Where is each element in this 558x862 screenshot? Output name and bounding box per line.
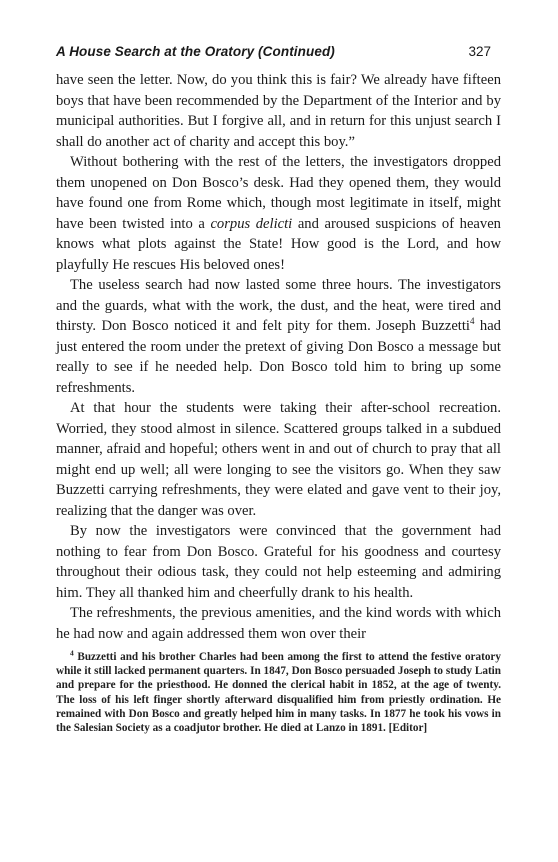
- paragraph-3-text-a: The useless search had now lasted some three hours. The investigators and the guards, what with the work, the dust, and the heat, were tired and thirsty. Don Bosco noticed it and felt pity for them. Joseph Buzzetti: [56, 277, 501, 334]
- paragraph-2-text-a: Without bothering with the rest of the letters, the investigators dropped them unopened on Don Bosco’s desk. Had they opened them, they would have found one from Rome which, though most legitimate in itself, might have been twisted into a: [56, 154, 501, 232]
- latin-term: corpus delicti: [210, 215, 293, 232]
- running-head: A House Search at the Oratory (Continued): [56, 44, 335, 59]
- paragraph-5: By now the investigators were convinced that the government had nothing to fear from Don Bosco. Grateful for his goodness and courtesy throughout their odious task, they could not help esteeming and admiring him. They all thanked him and cheerfully drank to his health.: [56, 523, 501, 601]
- paragraph-3-text-b: had just entered the room under the pretext of giving Don Bosco a message but really to see if he needed help. Don Bosco told him to bring up some refreshments.: [56, 318, 501, 396]
- footnote-4: [56, 650, 501, 735]
- paragraph-2-text-b: and aroused suspicions of heaven knows what plots against the State! How good is the Lord, and how playfully He rescues His beloved ones!: [56, 215, 501, 273]
- paragraph-4: At that hour the students were taking their after-school recreation. Worried, they stood almost in silence. Scattered groups talked in a subdued manner, afraid and hopeful; others went in and out of church to pray that all might end up well; all were longing to see the visitors go. When they saw Buzzetti carrying refreshments, they were elated and gave vent to their joy, realizing that the danger was over.: [56, 400, 501, 519]
- footnote-mark: 4: [70, 648, 74, 658]
- footnotes: [56, 650, 501, 735]
- footnote-text: Buzzetti and his brother Charles had been among the first to attend the festive oratory while it still lacked permanent quarters. In 1847, Don Bosco persuaded Joseph to study Latin and prepare for the priesthood. He donned the clerical habit in 1852, at the age of twenty. The loss of his left finger shortly afterward disqualified him from priestly ordination. He remained with Don Bosco and greatly helped him in many tasks. In 1877 he took his vows in the Salesian Society as a coadjutor brother. He died at Lanzo in 1891. [Editor]: [56, 651, 501, 735]
- page-number: 327: [468, 44, 491, 59]
- page-header: [56, 44, 501, 66]
- paragraph-6: The refreshments, the previous amenities, and the kind words with which he had now and again addressed them won over their: [56, 605, 501, 642]
- paragraph-3: [56, 275, 501, 398]
- paragraph-2: [56, 152, 501, 275]
- main-text: [56, 70, 501, 644]
- book-page: [56, 44, 501, 735]
- footnote-reference: 4: [469, 316, 475, 327]
- paragraph-1: have seen the letter. Now, do you think this is fair? We already have fifteen boys that have been recommended by the Department of the Interior and by municipal authorities. But I forgive all, and in return for this unjust search I shall do another act of charity and accept this boy.”: [56, 72, 501, 150]
